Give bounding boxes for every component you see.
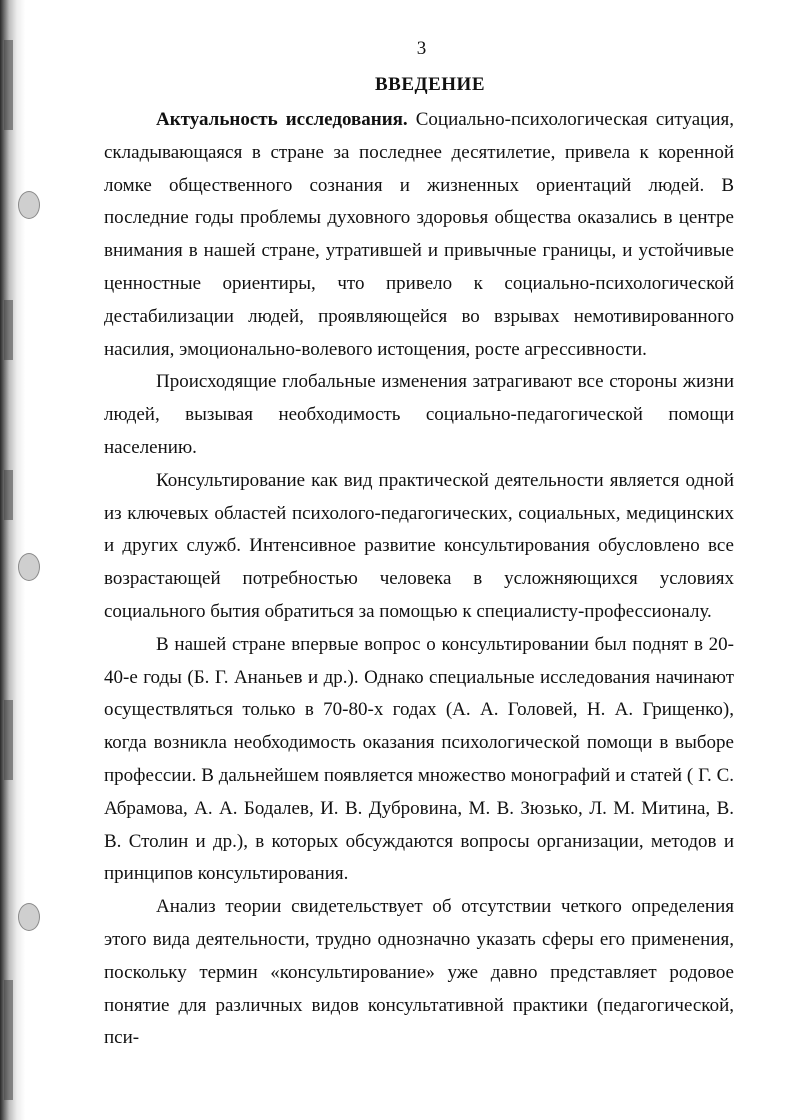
paragraph-consulting: Консультирование как вид практической деятельности является одной из ключевых областей психолого-педагогических, социальных, медицинских и других служб. Интенсивное развитие консультирования обусловлено все возрастающей потребностью человека в усложняющихся условиях социального бытия обратиться за помощью к специалисту-профессионалу. xyxy=(104,469,734,622)
paragraph-analysis: Анализ теории свидетельствует об отсутствии четкого определения этого вида деятельности, трудно однозначно указать сферы его применения, поскольку термин «консультирование» уже давно представляет родовое понятие для различных видов консультативной практики (педагогической, пси- xyxy=(104,896,734,1049)
paragraph-global-changes: Происходящие глобальные изменения затрагивают все стороны жизни людей, вызывая необходимость социально-педагогической помощи населению. xyxy=(104,371,734,458)
punch-hole xyxy=(18,191,40,219)
paragraph-text: Социально-психологическая ситуация, складывающаяся в стране за последнее десятилетие, привела к коренной ломке общественного сознания и жизненных ориентаций людей. В последние годы проблемы духовного здоровья общества оказались в центре внимания в нашей стране, утратившей и привычные границы, и устойчивые ценностные ориентиры, что привело к социально-психологической дестабилизации людей, проявляющейся во взрывах немотивированного насилия, эмоционально-волевого истощения, росте агрессивности. xyxy=(104,109,734,360)
page-number: 3 xyxy=(416,38,427,59)
paragraph-lead: Актуальность исследования. xyxy=(156,109,408,130)
binding-streak xyxy=(4,700,13,780)
body-text xyxy=(104,104,734,1055)
binding-streak xyxy=(4,980,13,1100)
paragraph-relevance xyxy=(104,104,734,366)
paragraph-history: В нашей стране впервые вопрос о консультировании был поднят в 20-40-е годы (Б. Г. Ананьев и др.). Однако специальные исследования начинают осуществляться только в 70-80-х годах (А. А. Головей, Н. А. Грищенко), когда возникла необходимость оказания психологической помощи в выборе профессии. В дальнейшем появляется множество монографий и статей ( Г. С. Абрамова, А. А. Бодалев, И. В. Дубровина, М. В. Зюзько, Л. М. Митина, В. В. Столин и др.), в которых обсуждаются вопросы организации, методов и принципов консультирования. xyxy=(104,633,734,885)
punch-hole xyxy=(18,903,40,931)
binding-streak xyxy=(4,300,13,360)
section-title: ВВЕДЕНИЕ xyxy=(375,74,485,95)
punch-hole xyxy=(18,553,40,581)
binding-streak xyxy=(4,470,13,520)
